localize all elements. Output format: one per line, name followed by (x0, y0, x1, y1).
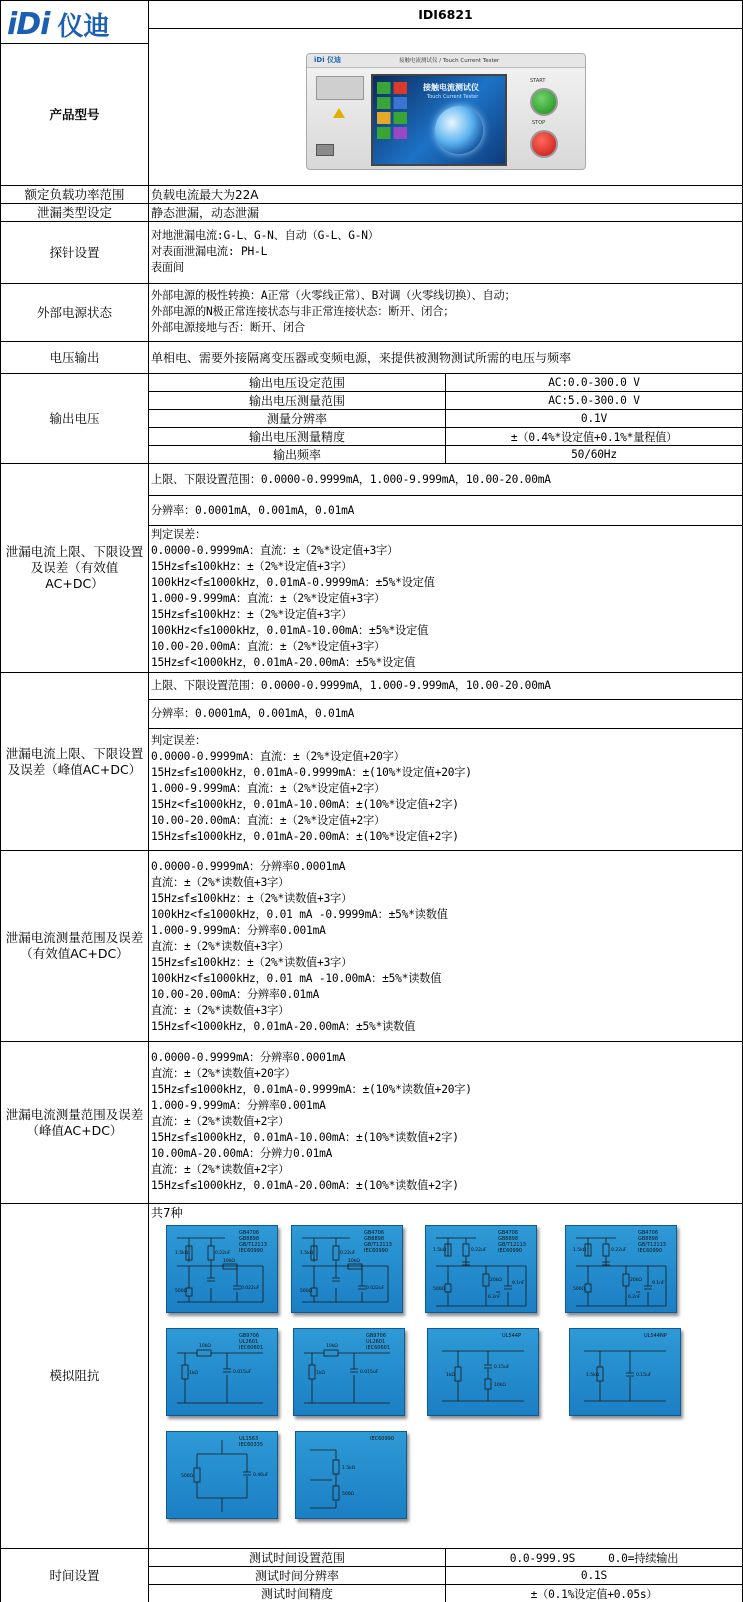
load-range-value (149, 186, 743, 204)
device-printer-slot (316, 76, 364, 100)
device-screen (371, 74, 507, 166)
impedance-label (0, 1204, 149, 1549)
component-label: 500Ω (433, 1287, 446, 1292)
standards-block (239, 1230, 267, 1254)
voltage-output-label-text: 电压输出 (49, 349, 100, 365)
circuit-wires (304, 1350, 390, 1403)
component-label: 500Ω (175, 1289, 188, 1294)
component-label: 10kΩ (326, 1344, 338, 1349)
probe-line: 对表面泄漏电流: PH-L (151, 245, 268, 258)
impedance-network-1 (291, 1225, 403, 1313)
impedance-network-7 (569, 1328, 681, 1416)
component-values (446, 1364, 510, 1388)
ov-name-text: 输出电压测量精度 (248, 430, 345, 444)
device-top-bar (307, 54, 585, 68)
component-label: 0.46uF (253, 1473, 269, 1478)
circuit-wires (194, 1440, 251, 1512)
limit-rms-error-line: 100kHz<f≤1000kHz，0.01mA-10.00mA：±5%*设定值 (151, 624, 429, 637)
brand-name-cn: 仪迪 (57, 12, 110, 42)
stop-label: STOP (532, 120, 546, 126)
component-label: 20kΩ (490, 1278, 502, 1283)
component-label: 20kΩ (630, 1278, 642, 1283)
ov-name-text: 输出频率 (272, 448, 321, 462)
limit-rms-range-text: 上限、下限设置范围：0.0000-0.9999mA，1.000-9.999mA，10.00-20.00mA (151, 472, 551, 486)
standard-text: IEC60990 (239, 1248, 264, 1254)
standard-text: IEC60990 (498, 1248, 523, 1254)
measure-rms-line: 1.000-9.999mA：分辨率0.001mA (151, 924, 326, 937)
ext-power-label (0, 284, 149, 342)
measure-rms-label (0, 851, 149, 1042)
measure-rms-line: 直流：±（2%*读数值+3字） (151, 876, 290, 889)
output-voltage-label-text: 输出电压 (49, 410, 100, 426)
component-label: 1kΩ (316, 1371, 325, 1376)
impedance-network-4 (166, 1328, 278, 1416)
voltage-output-label (0, 342, 149, 374)
impedance-count: 共7种 (151, 1206, 183, 1220)
component-label: 1.5kΩ (573, 1248, 587, 1253)
time-value-0 (446, 1549, 742, 1567)
measure-rms-line: 0.0000-0.9999mA：分辨率0.0001mA (151, 860, 346, 873)
ov-value-text: ±（0.4%*设定值+0.1%*量程值） (510, 430, 678, 444)
time-label-text: 时间设置 (49, 1567, 100, 1583)
leak-type-label-text: 泄漏类型设定 (36, 204, 112, 220)
ov-value-text: 50/60Hz (571, 448, 617, 461)
component-values (586, 1372, 652, 1378)
standard-text: GB/T12113 (239, 1242, 267, 1248)
measure-peak-line: 15Hz≤f≤1000kHz，0.01mA-0.9999mA：±(10%*读数值+20字) (151, 1083, 472, 1096)
brand-logo (7, 6, 109, 43)
ov-value-3 (446, 428, 742, 446)
limit-rms-range (149, 464, 743, 496)
component-label: 1.5kΩ (586, 1373, 600, 1378)
network-diagram (296, 1432, 406, 1518)
limit-peak-range-text: 上限、下限设置范围：0.0000-0.9999mA，1.000-9.999mA，10.00-20.00mA (151, 679, 551, 692)
limit-peak-error-line: 15Hz≤f≤1000kHz，0.01mA-20.00mA：±(10%*设定值+2字) (151, 830, 459, 843)
leak-type-value-text: 静态泄漏，动态泄漏 (151, 206, 260, 220)
standard-text: UL2601 (239, 1339, 259, 1345)
limit-rms-error (149, 526, 743, 673)
standard-text: UL544P (502, 1333, 522, 1339)
standard-text: GB8898 (638, 1236, 659, 1242)
standard-text: UL544NP (644, 1333, 667, 1339)
ov-value-0 (446, 374, 742, 392)
standard-text: GB4706 (239, 1230, 260, 1236)
limit-peak-label-text: 泄漏电流上限、下限设置及误差（峰值AC+DC） (5, 745, 144, 777)
voltage-output-value-text: 单相电、需要外接隔离变压器或变频电源，来提供被测物测试所需的电压与频率 (151, 350, 572, 365)
impedance-label-text: 模拟阻抗 (49, 1368, 100, 1383)
circuit-wires (310, 1450, 339, 1508)
ov-name-2 (149, 410, 446, 428)
logo-cell (0, 0, 149, 44)
limit-peak-resolution (149, 700, 743, 729)
ov-value-text: AC:0.0-300.0 V (548, 376, 640, 389)
limit-peak-range (149, 673, 743, 700)
model-label (0, 44, 149, 186)
ov-name-1 (149, 392, 446, 410)
limit-rms-resolution (149, 496, 743, 526)
stop-button (530, 130, 558, 158)
brand-logo-text: iDi (7, 7, 50, 42)
ov-value-1 (446, 392, 742, 410)
ext-power-value (149, 284, 743, 342)
time-value-text: ±（0.1%设定值+0.05s） (530, 1587, 658, 1601)
impedance-network-3 (565, 1225, 677, 1313)
impedance-network-6 (427, 1328, 539, 1416)
start-button (530, 88, 558, 116)
limit-rms-error-line: 10.00-20.00mA：直流：±（2%*设定值+3字） (151, 640, 386, 653)
network-diagram (167, 1226, 277, 1312)
ov-value-text: 0.1V (580, 412, 608, 425)
standard-text: GB4706 (364, 1230, 385, 1236)
measure-rms-line: 10.00-20.00mA：分辨率0.01mA (151, 988, 320, 1001)
measure-rms-line: 100kHz<f≤1000kHz，0.01 mA -0.9999mA：±5%*读数值 (151, 908, 448, 921)
limit-rms-error-line: 15Hz≤f<1000kHz，0.01mA-20.00mA：±5%*设定值 (151, 656, 416, 669)
measure-rms-label-text: 泄漏电流测量范围及误差（有效值AC+DC） (5, 930, 144, 961)
standards-block (498, 1230, 526, 1254)
measure-peak-line: 0.0000-0.9999mA：分辨率0.0001mA (151, 1051, 346, 1064)
standards-block (366, 1333, 390, 1351)
measure-rms-line: 直流：±（2%*读数值+3字） (151, 1004, 290, 1017)
component-label: 0.15uF (494, 1365, 510, 1370)
limit-peak-error (149, 729, 743, 851)
model-value (149, 0, 743, 29)
product-image-cell (149, 29, 743, 186)
component-values (300, 1250, 385, 1294)
measure-peak-line: 直流：±（2%*读数值+20字） (151, 1067, 296, 1080)
component-label: 10kΩ (348, 1259, 360, 1264)
device-warning-icon (333, 108, 345, 118)
leak-type-label (0, 204, 149, 222)
measure-rms-line: 100kHz<f≤1000kHz，0.01 mA -10.00mA：±5%*读数值 (151, 972, 442, 985)
measure-peak-line: 直流：±（2%*读数值+2字） (151, 1163, 290, 1176)
measure-peak-line: 10.00mA-20.00mA：分辨力0.01mA (151, 1147, 333, 1160)
standard-text: GB/T12113 (498, 1242, 526, 1248)
screen-globe (435, 106, 483, 154)
measure-peak-line: 直流：±（2%*读数值+2字） (151, 1115, 290, 1128)
time-table (149, 1549, 743, 1602)
standard-text: GB9706 (366, 1333, 387, 1339)
standard-text: GB/T12113 (638, 1242, 666, 1248)
time-name-0 (149, 1549, 446, 1567)
component-label: 0.022uF (366, 1286, 385, 1291)
ov-value-4 (446, 446, 742, 464)
ext-power-label-text: 外部电源状态 (36, 304, 112, 320)
impedance-network-9 (295, 1431, 407, 1519)
network-diagram (428, 1329, 538, 1415)
limit-rms-error-line: 1.000-9.999mA：直流：±（2%*设定值+3字） (151, 592, 386, 605)
time-value-text: 0.0-999.9S 0.0=持续输出 (509, 1551, 679, 1565)
component-label: 1.5kΩ (300, 1251, 314, 1256)
component-label: 10kΩ (494, 1383, 506, 1388)
network-diagram (292, 1226, 402, 1312)
time-name-2 (149, 1585, 446, 1602)
component-label: 0.15uF (636, 1373, 652, 1378)
measure-peak-line: 1.000-9.999mA：分辨率0.001mA (151, 1099, 326, 1112)
measure-peak-label-text: 泄漏电流测量范围及误差（峰值AC+DC） (5, 1106, 144, 1138)
load-range-value-text: 负载电流最大为22A (151, 188, 259, 202)
measure-rms-line: 15Hz≤f<1000kHz，0.01mA-20.00mA：±5%*读数值 (151, 1020, 416, 1033)
standards-block (239, 1436, 263, 1448)
measure-rms-value (149, 851, 743, 1042)
component-values (175, 1250, 260, 1294)
component-label: 500Ω (181, 1474, 194, 1479)
ov-name-text: 测量分辨率 (266, 412, 327, 426)
limit-rms-error-line: 0.0000-0.9999mA：直流：±（2%*设定值+3字） (151, 544, 399, 557)
ext-power-line: 外部电源的极性转换：A正常（火零线正常）、B对调（火零线切换）、自动； (151, 289, 516, 302)
time-name-text: 测试时间精度 (260, 1587, 333, 1601)
time-name-text: 测试时间设置范围 (248, 1551, 345, 1565)
circuit-wires (177, 1350, 263, 1403)
ov-name-text: 输出电压设定范围 (248, 376, 345, 390)
component-label: 500Ω (573, 1287, 586, 1292)
measure-peak-label (0, 1042, 149, 1204)
standard-text: IEC60990 (638, 1248, 663, 1254)
network-diagram (566, 1226, 676, 1312)
device-switch (316, 144, 334, 156)
probe-line: 表面间 (151, 261, 184, 274)
limit-rms-error-line: 100kHz<f≤1000kHz，0.01mA-0.9999mA：±5%*设定值 (151, 576, 435, 589)
component-label: 0.015uF (360, 1370, 379, 1375)
probe-value (149, 222, 743, 284)
component-label: 0.22uF (215, 1251, 231, 1256)
measure-peak-value (149, 1042, 743, 1204)
standard-text: GB8898 (364, 1236, 385, 1242)
probe-label-text: 探针设置 (49, 244, 100, 260)
component-label: 1kΩ (446, 1373, 455, 1378)
standard-text: GB4706 (638, 1230, 659, 1236)
ov-name-3 (149, 428, 446, 446)
measure-rms-line: 15Hz≤f≤100kHz：±（2%*读数值+3字） (151, 892, 353, 905)
network-diagram (294, 1329, 404, 1415)
probe-label (0, 222, 149, 284)
component-label: 0.22uF (340, 1251, 356, 1256)
component-label: 0.022uF (241, 1286, 260, 1291)
limit-rms-error-line: 判定误差： (151, 528, 206, 541)
limit-peak-error-line: 10.00-20.00mA：直流：±（2%*设定值+2字） (151, 814, 386, 827)
impedance-network-8 (166, 1431, 278, 1519)
standard-text: GB4706 (498, 1230, 519, 1236)
component-label: 0.22uF (471, 1248, 487, 1253)
load-range-label (0, 186, 149, 204)
time-name-text: 测试时间分辨率 (254, 1569, 339, 1583)
component-label: 0.015uF (233, 1370, 252, 1375)
standards-block (644, 1333, 667, 1339)
standard-text: GB8898 (239, 1236, 260, 1242)
component-label: 6.2nF (488, 1295, 501, 1300)
limit-peak-resolution-text: 分辨率：0.0001mA，0.001mA，0.01mA (151, 707, 355, 720)
standards-block (364, 1230, 392, 1254)
product-photo (306, 53, 586, 170)
standards-block (239, 1333, 263, 1351)
standards-block (502, 1333, 521, 1339)
standard-text: IEC60601 (366, 1345, 391, 1351)
limit-peak-error-line: 判定误差： (151, 734, 206, 747)
ov-value-2 (446, 410, 742, 428)
measure-peak-line: 15Hz≤f≤1000kHz，0.01mA-10.00mA：±(10%*读数值+2字) (151, 1131, 459, 1144)
voltage-output-value (149, 342, 743, 374)
output-voltage-label (0, 374, 149, 464)
network-diagram (167, 1329, 277, 1415)
device-button-panel (512, 74, 576, 162)
output-voltage-table (149, 374, 743, 464)
limit-peak-label (0, 673, 149, 851)
standard-text: IEC60990 (364, 1248, 389, 1254)
model-value-text: IDI6821 (418, 6, 473, 22)
ext-power-line: 外部电源接地与否：断开、闭合 (151, 321, 305, 334)
component-label: 500Ω (342, 1492, 355, 1497)
ext-power-line: 外部电源的N极正常连接状态与非正常连接状态：断开、闭合； (151, 305, 455, 318)
component-values (342, 1465, 356, 1497)
limit-peak-error-line: 15Hz≤f≤1000kHz，0.01mA-0.9999mA：±(10%*设定值+20字) (151, 766, 472, 779)
time-value-1 (446, 1567, 742, 1585)
time-value-text: 0.1S (580, 1569, 608, 1582)
limit-peak-error-line: 0.0000-0.9999mA：直流：±（2%*设定值+20字） (151, 750, 405, 763)
standard-text: GB8898 (498, 1236, 519, 1242)
ov-value-text: AC:5.0-300.0 V (548, 394, 640, 407)
standards-block (638, 1230, 666, 1254)
component-label: 500Ω (300, 1289, 313, 1294)
impedance-network-2 (425, 1225, 537, 1313)
load-range-label-text: 额定负载功率范围 (24, 186, 125, 202)
limit-peak-error-line: 15Hz<f≤1000kHz，0.01mA-10.00mA：±(10%*设定值+2字) (151, 798, 459, 811)
ov-name-4 (149, 446, 446, 464)
standard-text: IEC60990 (370, 1436, 395, 1442)
time-value-2 (446, 1585, 742, 1602)
limit-rms-error-line: 15Hz≤f≤100kHz：±（2%*设定值+3字） (151, 608, 353, 621)
screen-title: 接触电流测试仪 (423, 83, 479, 92)
component-label: 1.5kΩ (175, 1251, 189, 1256)
impedance-network-0 (166, 1225, 278, 1313)
standard-text: UL2601 (366, 1339, 386, 1345)
device-panel-title: 接触电流测试仪 / Touch Current Tester (399, 58, 500, 64)
measure-rms-line: 15Hz≤f≤100kHz：±（2%*读数值+3字） (151, 956, 353, 969)
component-label: 1.5kΩ (342, 1466, 356, 1471)
standard-text: UL1563 (239, 1436, 259, 1442)
limit-rms-resolution-text: 分辨率：0.0001mA，0.001mA，0.01mA (151, 503, 355, 517)
standards-block (370, 1436, 394, 1442)
ov-name-text: 输出电压测量范围 (248, 394, 345, 408)
component-label: 9.1nF (652, 1281, 665, 1286)
impedance-network-5 (293, 1328, 405, 1416)
measure-rms-line: 直流：±（2%*读数值+3字） (151, 940, 290, 953)
model-label-text: 产品型号 (49, 106, 100, 122)
impedance-cell (149, 1204, 743, 1549)
standard-text: IEC60335 (239, 1442, 264, 1448)
ov-name-0 (149, 374, 446, 392)
screen-subtitle: Touch Current Tester (427, 94, 479, 100)
standard-text: IEC60601 (239, 1345, 264, 1351)
time-label (0, 1549, 149, 1602)
component-label: 0.22uF (611, 1248, 627, 1253)
component-label: 10kΩ (199, 1344, 211, 1349)
standard-text: GB9706 (239, 1333, 260, 1339)
limit-rms-label (0, 464, 149, 673)
time-name-1 (149, 1567, 446, 1585)
component-label: 10kΩ (223, 1259, 235, 1264)
probe-line: 对地泄漏电流:G-L、G-N、自动（G-L、G-N） (151, 229, 379, 242)
standard-text: GB/T12113 (364, 1242, 392, 1248)
screen-app-icons (377, 82, 407, 156)
network-diagram (570, 1329, 680, 1415)
network-diagram (167, 1432, 277, 1518)
network-diagram (426, 1226, 536, 1312)
start-label: START (530, 78, 546, 84)
limit-rms-label-text: 泄漏电流上限、下限设置及误差（有效值AC+DC） (5, 544, 144, 591)
component-label: 6.2nF (628, 1295, 641, 1300)
component-label: 1.5kΩ (433, 1248, 447, 1253)
measure-peak-line: 15Hz≤f≤1000kHz，0.01mA-20.00mA：±(10%*读数值+2字) (151, 1179, 459, 1192)
component-label: 1kΩ (189, 1371, 198, 1376)
component-label: 9.1nF (512, 1281, 525, 1286)
limit-peak-error-line: 1.000-9.999mA：直流：±（2%*设定值+2字） (151, 782, 386, 795)
leak-type-value (149, 204, 743, 222)
limit-rms-error-line: 15Hz≤f≤100kHz：±（2%*设定值+3字） (151, 560, 353, 573)
device-brand: iDi 仪迪 (314, 56, 342, 64)
